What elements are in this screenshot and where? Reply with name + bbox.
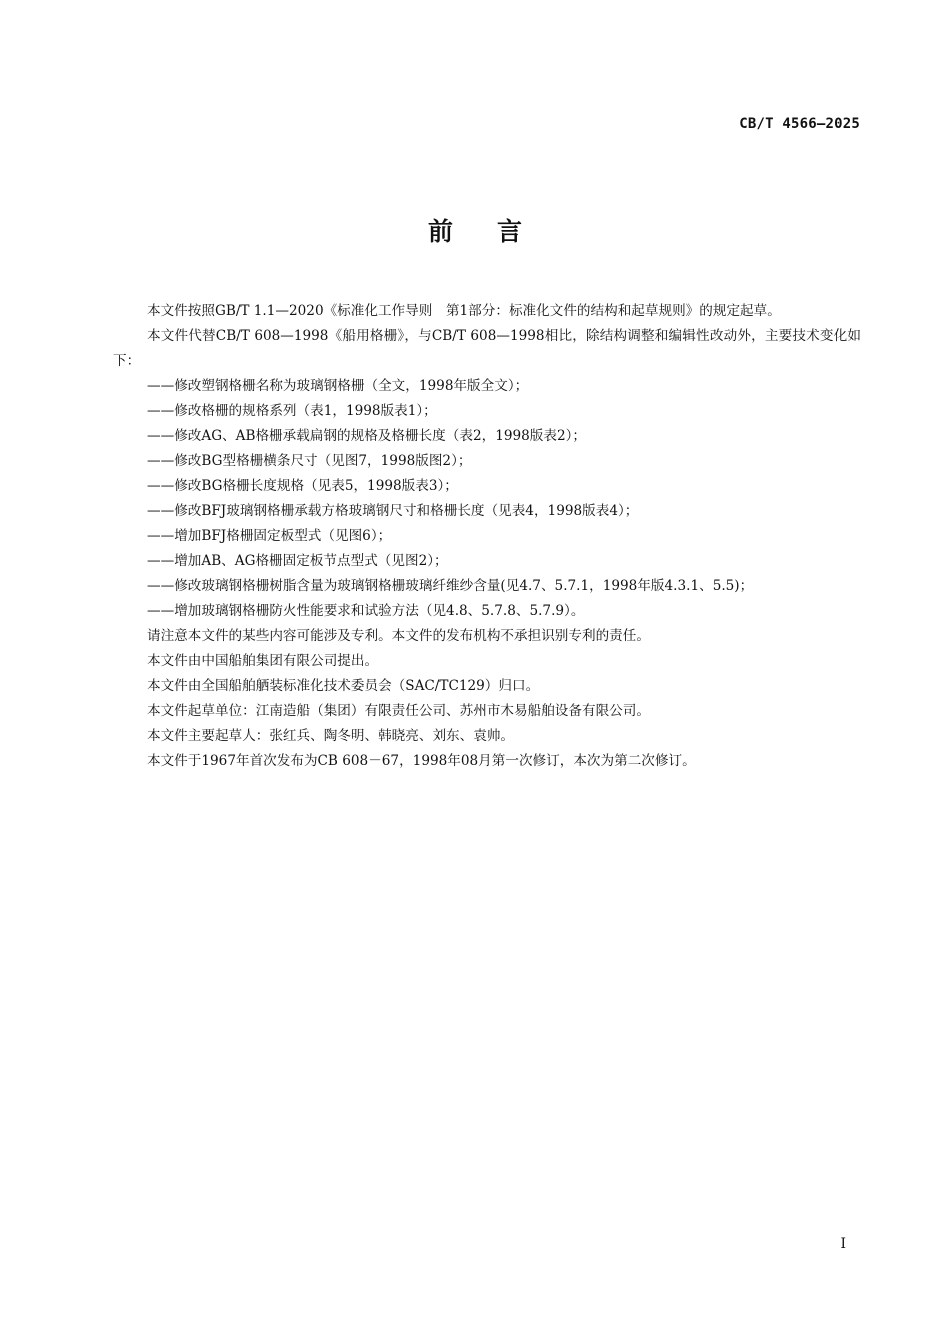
change-item: ——增加BFJ格栅固定板型式（见图6）； (147, 528, 392, 544)
page-number: I (840, 1236, 846, 1252)
change-item: ——修改BG格栅长度规格（见表5，1998版表3）； (147, 478, 458, 494)
paragraph-drafting-basis: 本文件按照GB/T 1.1—2020《标准化工作导则 第1部分：标准化文件的结构和起草规则》的规定起草。 (147, 303, 781, 319)
foreword-body (113, 299, 861, 774)
change-item: ——修改AG、AB格栅承载扁钢的规格及格栅长度（表2，1998版表2）； (147, 428, 587, 444)
document-code: CB/T 4566—2025 (739, 116, 860, 132)
change-item: ——增加玻璃钢格栅防火性能要求和试验方法（见4.8、5.7.8、5.7.9）。 (147, 603, 585, 619)
paragraph-drafting-units: 本文件起草单位：江南造船（集团）有限责任公司、苏州市木易船舶设备有限公司。 (147, 703, 650, 719)
change-item: ——修改BG型格栅横条尺寸（见图7，1998版图2）； (147, 453, 472, 469)
paragraph-history: 本文件于1967年首次发布为CB 608－67，1998年08月第一次修订，本次为第二次修订。 (147, 753, 696, 769)
paragraph-proposer: 本文件由中国船舶集团有限公司提出。 (147, 653, 379, 669)
page-title: 前言 (427, 217, 566, 246)
paragraph-patent-notice: 请注意本文件的某些内容可能涉及专利。本文件的发布机构不承担识别专利的责任。 (147, 628, 650, 644)
change-item: ——增加AB、AG格栅固定板节点型式（见图2）； (147, 553, 448, 569)
paragraph-committee: 本文件由全国船舶舾装标准化技术委员会（SAC/TC129）归口。 (147, 678, 540, 694)
paragraph-drafters: 本文件主要起草人：张红兵、陶冬明、韩晓亮、刘东、袁帅。 (147, 728, 515, 744)
change-item: ——修改玻璃钢格栅树脂含量为玻璃钢格栅玻璃纤维纱含量(见4.7、5.7.1，1998年版4.3.1、5.5)； (147, 578, 754, 594)
change-item: ——修改格栅的规格系列（表1，1998版表1）； (147, 403, 437, 419)
paragraph-replacement: 本文件代替CB/T 608—1998《船用格栅》，与CB/T 608—1998相比，除结构调整和编辑性改动外，主要技术变化如下： (113, 328, 861, 369)
change-item: ——修改BFJ玻璃钢格栅承载方格玻璃钢尺寸和格栅长度（见表4，1998版表4）； (147, 503, 639, 519)
change-item: ——修改塑钢格栅名称为玻璃钢格栅（全文，1998年版全文）； (147, 378, 529, 394)
